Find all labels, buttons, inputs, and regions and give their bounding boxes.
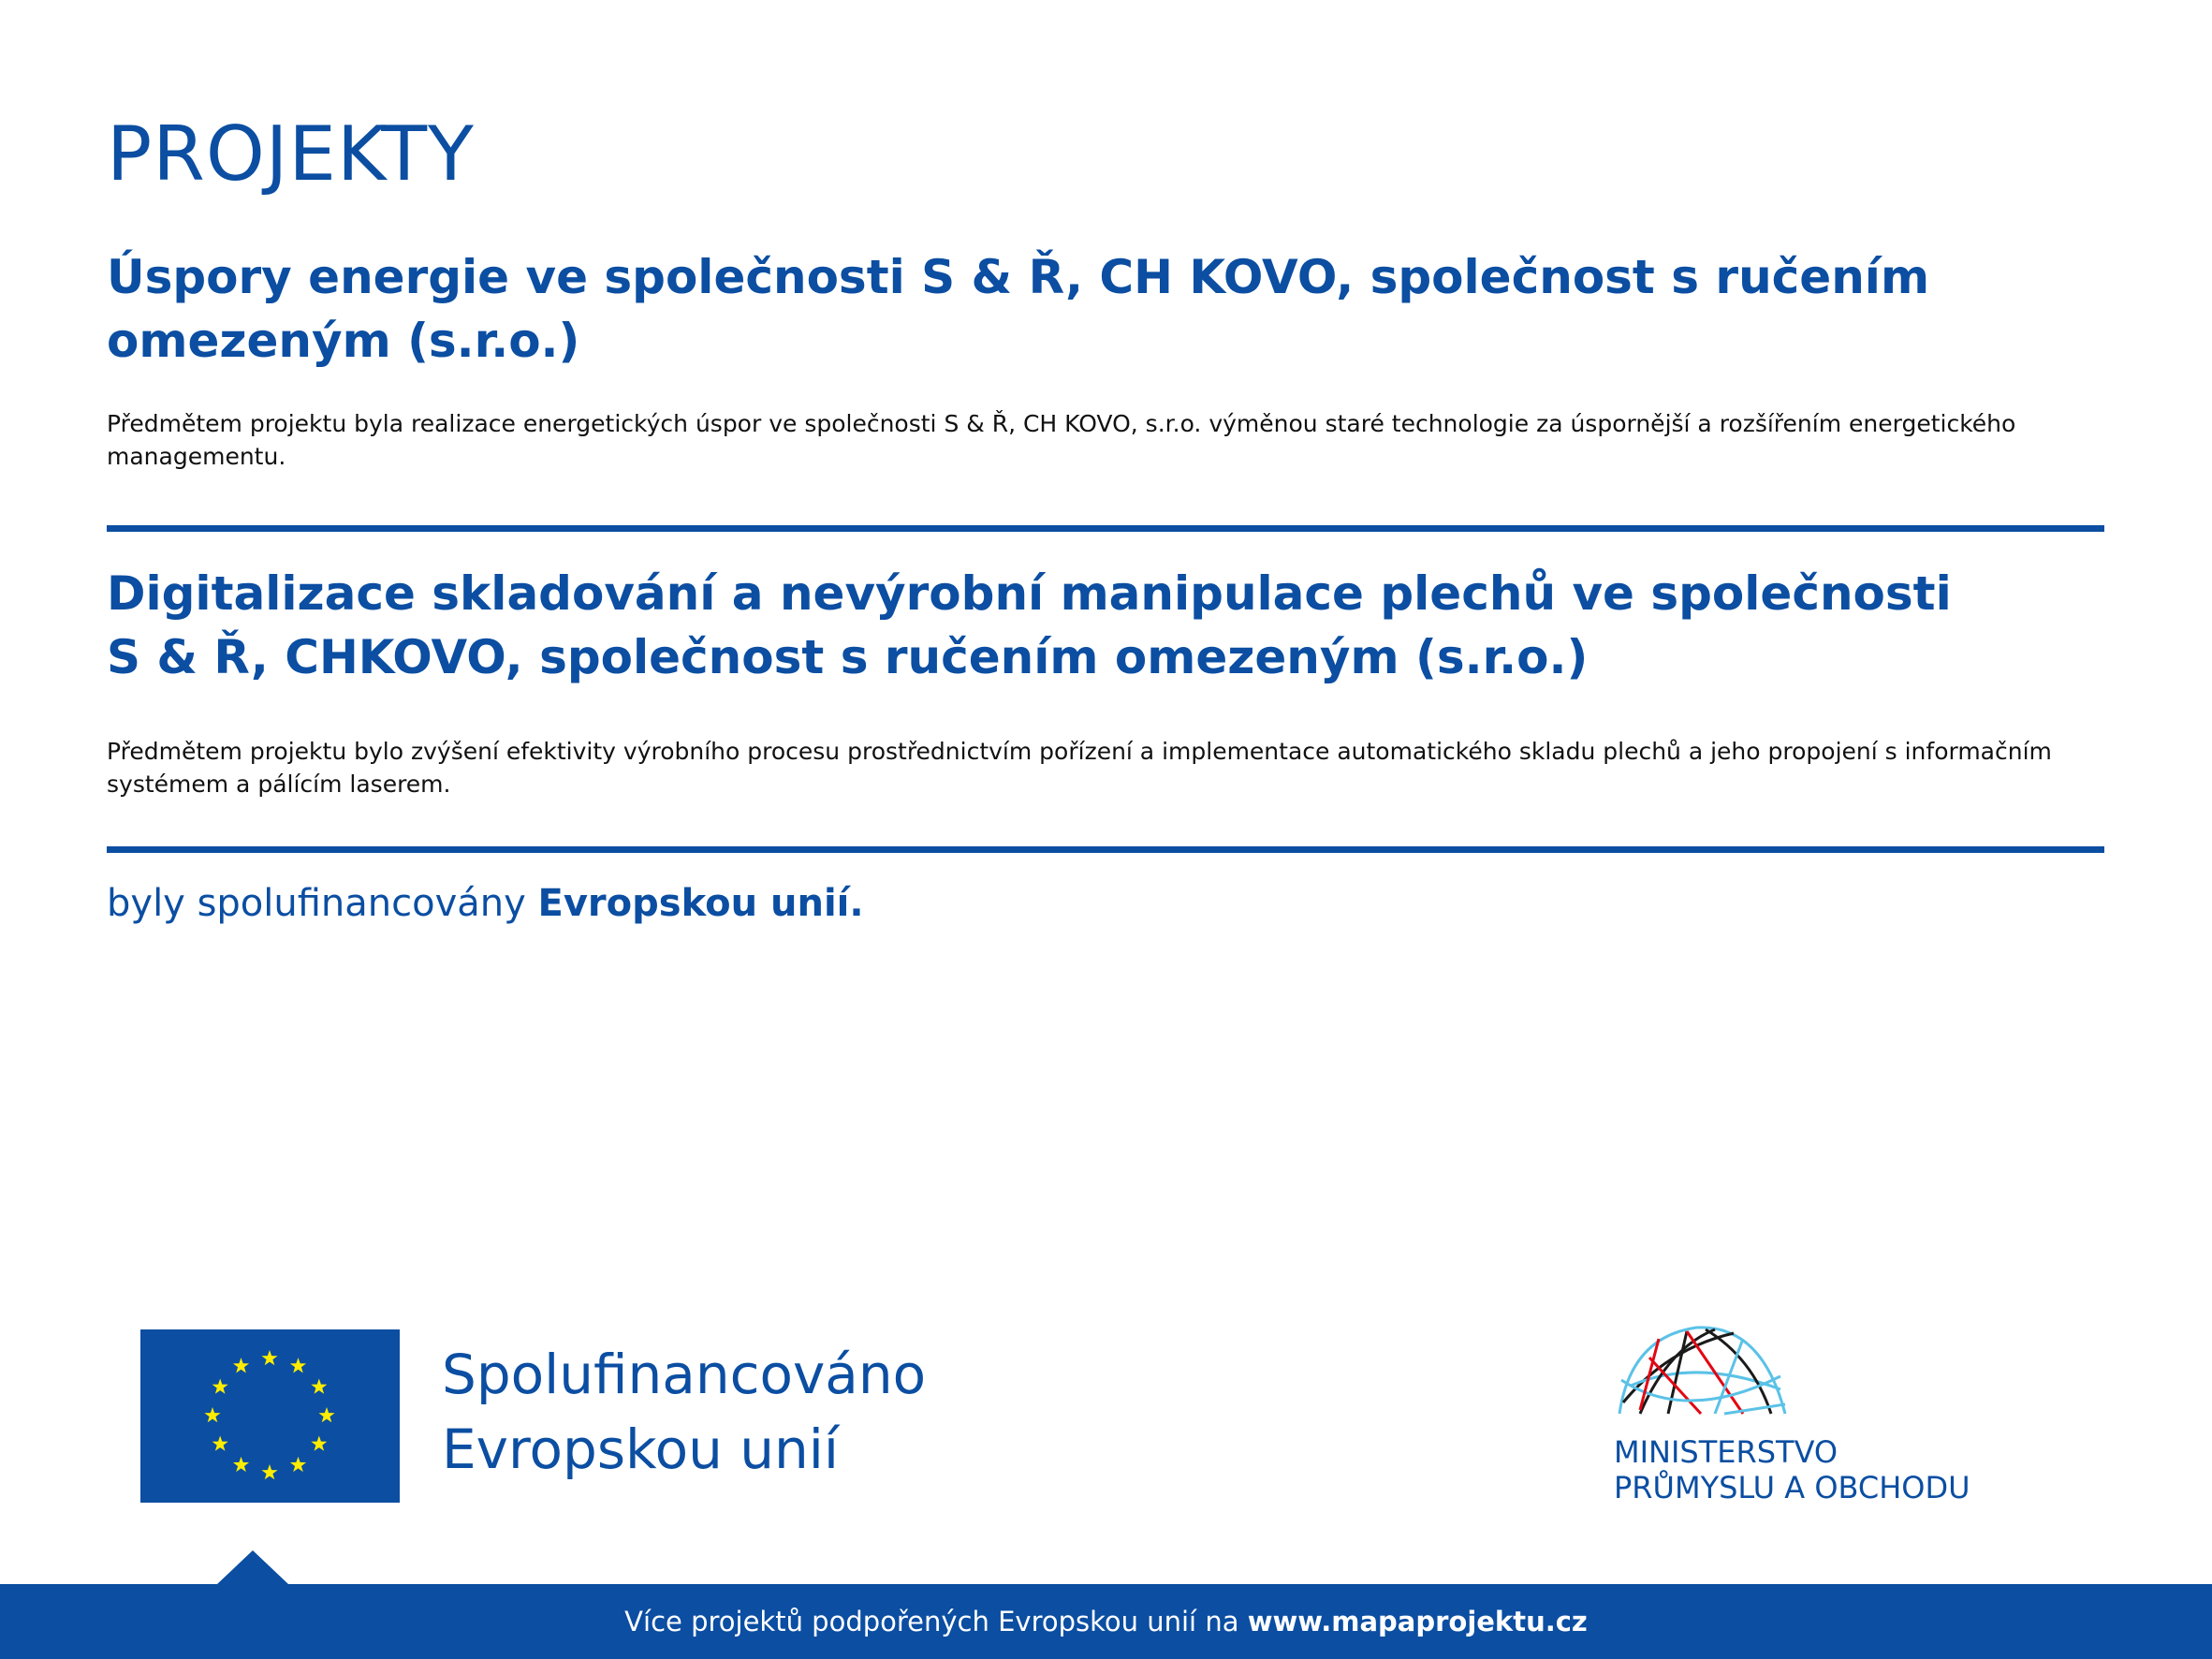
eu-star-icon <box>261 1464 277 1479</box>
eu-star-icon <box>233 1358 249 1373</box>
eu-flag-icon <box>140 1329 400 1503</box>
ministry-logo-text <box>1614 1434 1970 1505</box>
eu-star-icon <box>311 1379 327 1394</box>
divider-1 <box>107 525 2104 532</box>
project-1-title <box>107 245 2054 373</box>
eu-star-icon <box>204 1407 220 1422</box>
footer-bar <box>0 1584 2212 1659</box>
eu-star-icon <box>290 1457 306 1472</box>
cofinancing-statement <box>107 882 864 925</box>
footer-text: Více projektů podpořených Evropskou unií na <box>624 1606 1239 1637</box>
footer-link[interactable]: www.mapaprojektu.cz <box>1247 1606 1588 1637</box>
eu-star-icon <box>233 1457 249 1472</box>
footer-tab-triangle <box>217 1550 288 1584</box>
cofinancing-bold: Evropskou unií. <box>537 882 864 925</box>
cofinancing-prefix: byly spolufinancovány <box>107 882 526 925</box>
project-1-title-line1: Úspory energie ve společnosti S & Ř, CH KOVO, společnost s ručením <box>107 250 1930 304</box>
project-2-title-line1: Digitalizace skladování a nevýrobní manipulace plechů ve společnosti <box>107 566 1952 621</box>
eu-star-icon <box>212 1379 228 1394</box>
eu-logo-text <box>442 1337 926 1487</box>
eu-star-icon <box>261 1350 277 1365</box>
project-2-title <box>107 562 2054 689</box>
ministry-globe-icon <box>1612 1320 1799 1425</box>
ministry-logo-line2: PRŮMYSLU A OBCHODU <box>1614 1470 1970 1505</box>
page-title: PROJEKTY <box>107 110 475 198</box>
project-2-description <box>107 735 2119 800</box>
project-1-desc-line2: managementu. <box>107 443 286 470</box>
eu-logo-line2: Evropskou unií <box>442 1417 840 1481</box>
divider-2 <box>107 846 2104 853</box>
project-2-desc-line2: systémem a pálícím laserem. <box>107 771 451 798</box>
project-1-desc-line1: Předmětem projektu byla realizace energetických úspor ve společnosti S & Ř, CH KOVO, s.r.o. výměnou staré technologie za úspornější a rozšířením energetického <box>107 410 2016 437</box>
eu-star-icon <box>311 1436 327 1451</box>
eu-star-icon <box>212 1436 228 1451</box>
eu-logo-line1: Spolufinancováno <box>442 1343 927 1406</box>
project-1-title-line2: omezeným (s.r.o.) <box>107 314 580 368</box>
eu-star-icon <box>318 1407 334 1422</box>
eu-star-icon <box>290 1358 306 1373</box>
project-2-desc-line1: Předmětem projektu bylo zvýšení efektivity výrobního procesu prostřednictvím pořízení a implementace automatického skladu plechů a jeho propojení s informačním <box>107 738 2052 765</box>
project-2-title-line2: S & Ř, CHKOVO, společnost s ručením omezeným (s.r.o.) <box>107 630 1589 684</box>
project-1-description <box>107 407 2119 473</box>
ministry-logo-line1: MINISTERSTVO <box>1614 1434 1838 1470</box>
